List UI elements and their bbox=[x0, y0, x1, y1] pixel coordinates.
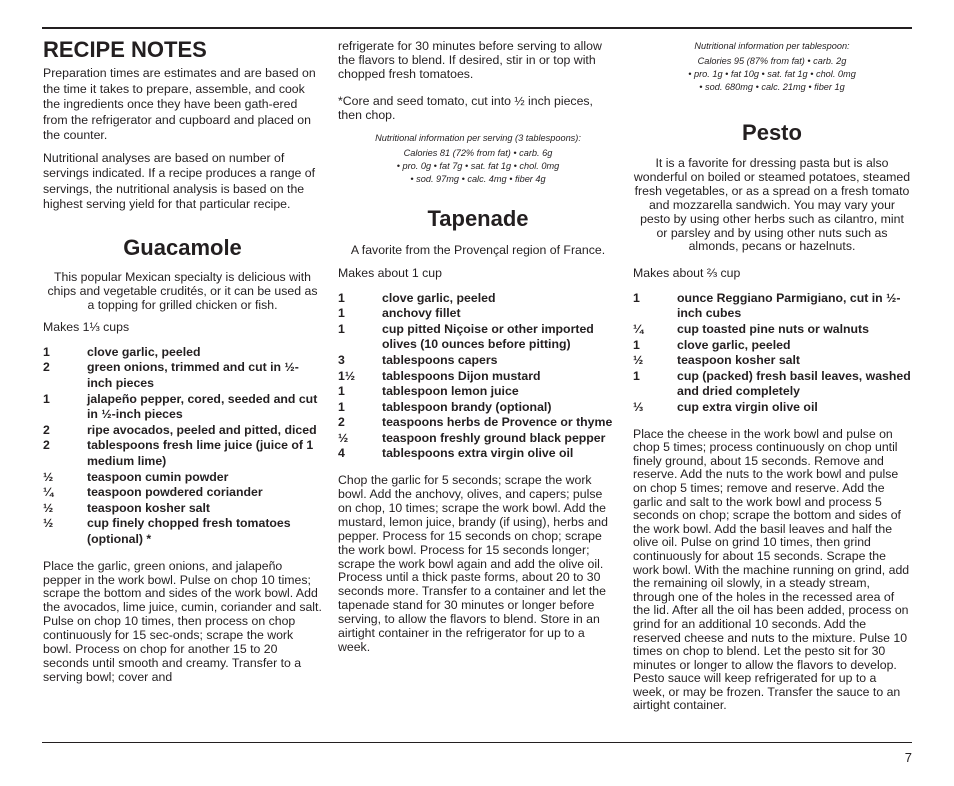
ingredient-item bbox=[338, 431, 618, 447]
ingredient-item bbox=[43, 345, 322, 361]
column-right bbox=[633, 40, 911, 713]
ingredient-qty: 1 bbox=[338, 399, 345, 414]
ingredient-item bbox=[43, 438, 322, 469]
guacamole-nutrition bbox=[338, 132, 618, 186]
ingredient-desc: clove garlic, peeled bbox=[87, 344, 201, 359]
ingredient-qty: 1 bbox=[633, 290, 640, 305]
ingredient-qty: ½ bbox=[43, 516, 54, 531]
ingredient-desc: teaspoon powdered coriander bbox=[87, 485, 263, 500]
ingredient-desc: clove garlic, peeled bbox=[382, 290, 496, 305]
ingredient-qty: ⅓ bbox=[633, 400, 644, 414]
nutrition-line: • pro. 0g • fat 7g • sat. fat 1g • chol. 0mg bbox=[396, 160, 560, 171]
ingredient-desc: green onions, trimmed and cut in ½-inch pieces bbox=[87, 360, 299, 391]
ingredient-qty: 3 bbox=[338, 352, 345, 367]
column-middle bbox=[338, 40, 618, 655]
ingredient-item bbox=[43, 360, 322, 391]
nutrition-line: • pro. 1g • fat 10g • sat. fat 1g • chol. 0mg bbox=[688, 69, 856, 79]
ingredient-desc: teaspoon freshly ground black pepper bbox=[382, 430, 606, 445]
ingredient-item bbox=[633, 338, 911, 354]
ingredient-desc: cup pitted Niçoise or other imported olives (10 ounces before pitting) bbox=[382, 321, 594, 352]
ingredient-desc: tablespoon brandy (optional) bbox=[382, 399, 552, 414]
ingredient-item bbox=[338, 322, 618, 353]
ingredient-qty: 1 bbox=[43, 344, 50, 359]
ingredient-item bbox=[338, 291, 618, 307]
recipe-notes-paragraph: Preparation times are estimates and are based on the time it takes to prepare, assemble, and cook the ingredients once they have been gath-ered from the refrigerator and cupboard and placed on the counter. bbox=[43, 66, 316, 142]
ingredient-item bbox=[338, 369, 618, 385]
ingredient-qty: 1 bbox=[633, 368, 640, 383]
ingredient-item bbox=[43, 516, 322, 547]
ingredient-qty: ½ bbox=[338, 430, 349, 445]
ingredient-desc: tablespoons extra virgin olive oil bbox=[382, 446, 574, 461]
ingredient-desc: jalapeño pepper, cored, seeded and cut in ½-inch pieces bbox=[87, 391, 318, 422]
ingredient-item bbox=[633, 400, 911, 416]
page-number: 7 bbox=[904, 750, 912, 765]
pesto-title: Pesto bbox=[742, 120, 802, 145]
ingredient-qty: 1 bbox=[43, 391, 50, 406]
ingredient-desc: clove garlic, peeled bbox=[677, 337, 791, 352]
ingredient-qty: 2 bbox=[43, 360, 50, 375]
ingredient-desc: tablespoon lemon juice bbox=[382, 384, 519, 399]
tapenade-nutrition bbox=[633, 40, 911, 94]
ingredient-desc: cup finely chopped fresh tomatoes (optional) * bbox=[87, 516, 291, 547]
bottom-rule bbox=[42, 742, 912, 743]
ingredient-qty: 1 bbox=[338, 321, 345, 336]
ingredient-qty: 1 bbox=[633, 337, 640, 352]
ingredient-desc: cup toasted pine nuts or walnuts bbox=[677, 322, 869, 337]
tapenade-title: Tapenade bbox=[427, 205, 529, 231]
ingredient-desc: teaspoon kosher salt bbox=[87, 500, 211, 515]
ingredient-desc: tablespoons fresh lime juice (juice of 1 medium lime) bbox=[87, 438, 314, 469]
ingredient-item bbox=[338, 415, 618, 431]
nutrition-line: Calories 81 (72% from fat) • carb. 6g bbox=[403, 147, 553, 158]
ingredient-desc: teaspoon kosher salt bbox=[677, 353, 801, 368]
tapenade-ingredients bbox=[338, 291, 618, 463]
ingredient-qty: 1 bbox=[338, 290, 345, 305]
ingredient-item bbox=[633, 353, 911, 369]
guacamole-yield: Makes 1⅓ cups bbox=[43, 320, 130, 335]
ingredient-qty: ½ bbox=[43, 500, 54, 515]
ingredient-desc: cup (packed) fresh basil leaves, washed and dried completely bbox=[677, 368, 911, 399]
ingredient-qty: 2 bbox=[43, 422, 50, 437]
ingredient-item bbox=[633, 322, 911, 338]
tapenade-method: Chop the garlic for 5 seconds; scrape the work bowl. Add the anchovy, olives, and capers; pulse on chop, 10 times; scrape the work bowl. Add the mustard, lemon juice, brandy (if using), herbs and pepper. Process for 15 seconds on chop; scrape the work bowl. Process for 15 seconds longer; scrape the work bowl again and add the olive oil. Process until a thick paste forms, about 20 to 30 seconds more. Transfer to a container and let the tapenade stand for 30 minutes or longer before serving, to allow the flavors to blend. Store in an airtight container in the refrigerator for up to a week. bbox=[338, 473, 608, 654]
ingredient-desc: ripe avocados, peeled and pitted, diced bbox=[87, 422, 317, 437]
guacamole-title: Guacamole bbox=[123, 234, 242, 260]
ingredient-item bbox=[338, 446, 618, 462]
ingredient-qty: 1½ bbox=[338, 368, 356, 383]
ingredient-desc: tablespoons capers bbox=[382, 352, 498, 367]
ingredient-desc: cup extra virgin olive oil bbox=[677, 400, 818, 414]
ingredient-desc: ounce Reggiano Parmigiano, cut in ½-inch cubes bbox=[677, 290, 901, 321]
guacamole-method-continued: refrigerate for 30 minutes before serving to allow the flavors to blend. If desired, stir in or top with chopped fresh tomatoes. bbox=[338, 39, 602, 81]
ingredient-item bbox=[338, 306, 618, 322]
ingredient-desc: tablespoons Dijon mustard bbox=[382, 368, 541, 383]
guacamole-ingredients bbox=[43, 345, 322, 548]
ingredient-qty: ¼ bbox=[633, 322, 644, 337]
ingredient-item bbox=[43, 470, 322, 486]
recipe-notes-paragraph: Nutritional analyses are based on number of servings indicated. If a recipe produces a range of servings, the nutritional analysis is based on the highest serving yield for that particular recipe. bbox=[43, 150, 316, 211]
guacamole-method: Place the garlic, green onions, and jalapeño pepper in the work bowl. Pulse on chop 10 times; scrape the bottom and sides of the work bowl. Add the avocados, lime juice, cumin, coriander and salt. Pulse on chop 10 times, then process on chop continuously for 15 sec-onds; scrape the work bowl. Process on chop for another 15 to 20 seconds until smooth and creamy. Transfer to a serving bowl; cover and bbox=[43, 558, 322, 684]
ingredient-qty: 2 bbox=[43, 438, 50, 453]
guacamole-intro: This popular Mexican specialty is delicious with chips and vegetable crudités, or it can be used as a topping for grilled chicken or fish. bbox=[47, 269, 318, 313]
ingredient-item bbox=[633, 369, 911, 400]
nutrition-line: • sod. 680mg • calc. 21mg • fiber 1g bbox=[699, 82, 845, 92]
ingredient-item bbox=[633, 291, 911, 322]
tapenade-intro: A favorite from the Provençal region of France. bbox=[350, 242, 606, 257]
top-rule bbox=[42, 27, 912, 29]
ingredient-item bbox=[43, 501, 322, 517]
ingredient-desc: teaspoons herbs de Provence or thyme bbox=[382, 415, 613, 430]
pesto-method: Place the cheese in the work bowl and pulse on chop 5 times; process continuously on chop until finely ground, about 15 seconds. Remove and reserve. Add the nuts to the work bowl and pulse on chop 5 times; remove and reserve. Add the garlic and salt to the work bowl and process 5 seconds on chop; scrape the bottom and sides of the work bowl. Add the basil leaves and half the olive oil. Pulse on grind 10 times, then grind continuously for about 15 seconds. Scrape the work bowl. With the machine running on grind, add the remaining oil slowly, in a steady stream, through one of the holes in the recessed area of the lid. After all the oil has been added, process on grind for an additional 10 seconds. Add the reserved cheese and nuts to the mixture. Pulse 10 times on chop to blend. Let the pesto sit for 30 minutes or longer to allow the flavors to develop. Pesto sauce will keep refrigerated for up to a week, or may be frozen. Transfer the sauce to an airtight container. bbox=[633, 426, 910, 713]
ingredient-qty: ¼ bbox=[43, 485, 54, 500]
ingredient-qty: 1 bbox=[338, 306, 345, 321]
ingredient-item bbox=[338, 384, 618, 400]
ingredient-desc: anchovy fillet bbox=[382, 306, 461, 321]
ingredient-qty: ½ bbox=[43, 469, 54, 484]
ingredient-item bbox=[43, 423, 322, 439]
ingredient-item bbox=[43, 392, 322, 423]
guacamole-tomato-note: *Core and seed tomato, cut into ½ inch pieces, then chop. bbox=[338, 93, 593, 122]
ingredient-qty: 2 bbox=[338, 415, 345, 430]
ingredient-qty: 1 bbox=[338, 384, 345, 399]
nutrition-line: • sod. 97mg • calc. 4mg • fiber 4g bbox=[410, 173, 546, 184]
nutrition-heading: Nutritional information per tablespoon: bbox=[694, 41, 850, 51]
ingredient-qty: 4 bbox=[338, 446, 345, 461]
tapenade-yield: Makes about 1 cup bbox=[338, 266, 442, 281]
pesto-intro: It is a favorite for dressing pasta but is also wonderful on boiled or steamed potatoes, steamed fresh vegetables, or as a spread on a fresh tomato and mozzarella sandwich. You may vary your pesto by using other herbs such as cilantro, mint or parsley and by using other nuts such as almonds, pecans or hazelnuts. bbox=[633, 156, 911, 254]
pesto-ingredients bbox=[633, 291, 911, 416]
nutrition-line: Calories 95 (87% from fat) • carb. 2g bbox=[697, 56, 847, 66]
ingredient-qty: ½ bbox=[633, 353, 644, 368]
nutrition-heading: Nutritional information per serving (3 tablespoons): bbox=[375, 132, 581, 143]
ingredient-desc: teaspoon cumin powder bbox=[87, 469, 229, 484]
ingredient-item bbox=[338, 353, 618, 369]
ingredient-item bbox=[43, 485, 322, 501]
recipe-notes-title: RECIPE NOTES bbox=[43, 37, 207, 62]
column-left bbox=[43, 30, 322, 685]
pesto-yield: Makes about ⅔ cup bbox=[633, 266, 741, 281]
ingredient-item bbox=[338, 400, 618, 416]
